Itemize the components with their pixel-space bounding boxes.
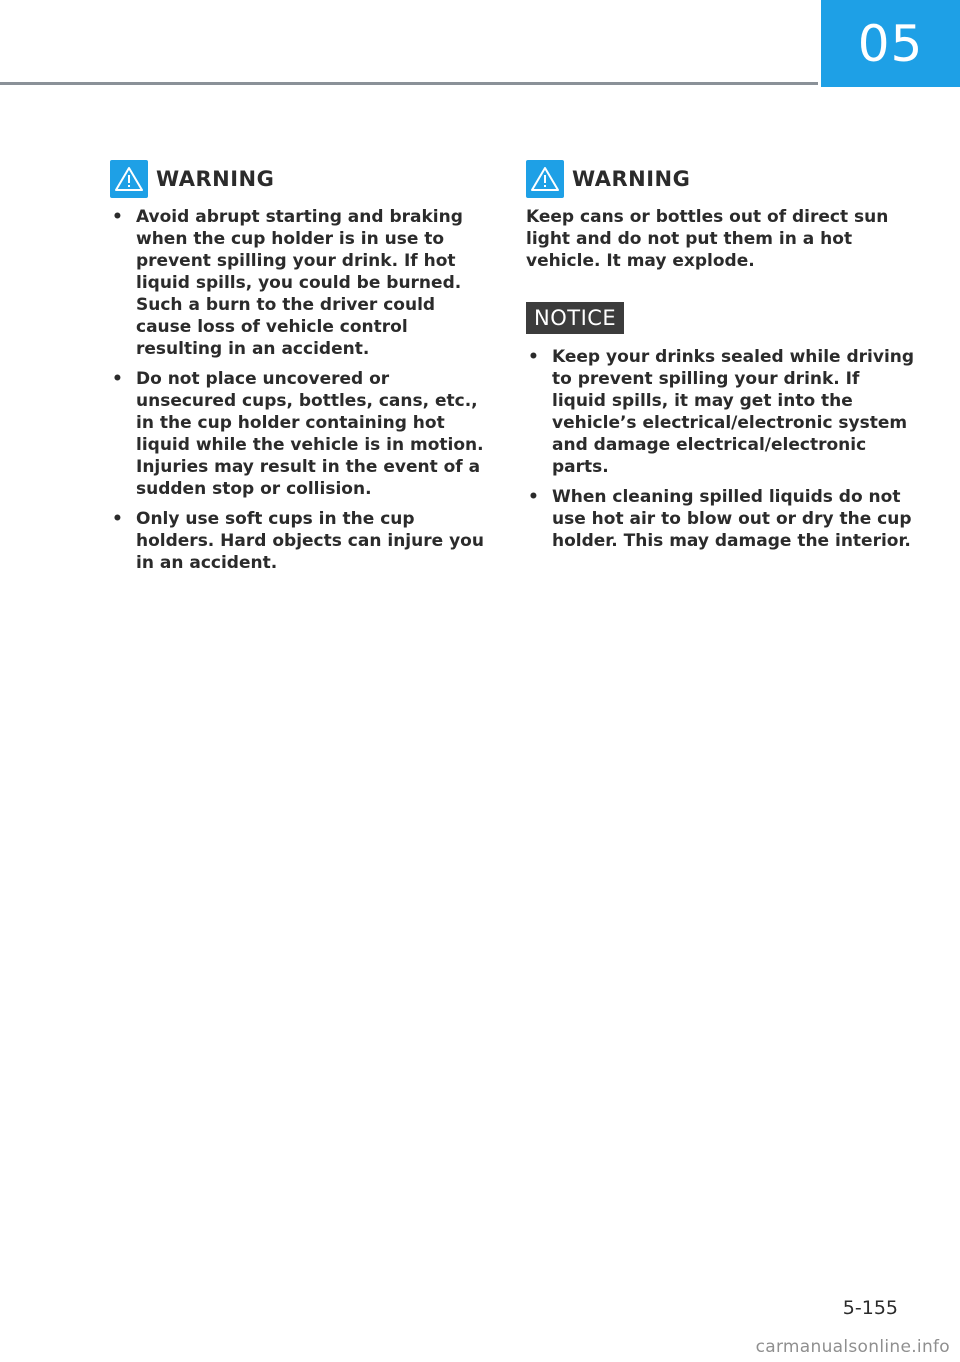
notice-list bbox=[526, 346, 916, 552]
warning-text: Keep cans or bottles out of direct sun light and do not put them in a hot vehicle. It may explode. bbox=[526, 207, 889, 271]
watermark[interactable]: carmanualsonline.info bbox=[755, 1337, 950, 1357]
page-number: 5-155 bbox=[842, 1297, 898, 1319]
warning-title: WARNING bbox=[156, 167, 275, 191]
list-item-text: When cleaning spilled liquids do not use hot air to blow out or dry the cup holder. This may damage the interior. bbox=[552, 487, 912, 551]
list-item bbox=[110, 508, 495, 574]
list-item bbox=[526, 486, 916, 552]
bullet-icon: • bbox=[528, 347, 539, 367]
warning-triangle-icon bbox=[526, 160, 564, 198]
list-item bbox=[110, 206, 495, 360]
warning-triangle-icon bbox=[110, 160, 148, 198]
bullet-icon: • bbox=[528, 487, 539, 507]
header-rule bbox=[0, 82, 818, 85]
list-item-text: Keep your drinks sealed while driving to prevent spilling your drink. If liquid spills, it may get into the vehicle’s electrical/electronic system and damage electrical/electronic parts. bbox=[552, 347, 915, 477]
bullet-icon: • bbox=[112, 369, 123, 389]
notice-badge: NOTICE bbox=[526, 302, 624, 334]
chapter-number: 05 bbox=[857, 14, 924, 73]
warning-list bbox=[110, 206, 495, 574]
bullet-icon: • bbox=[112, 509, 123, 529]
list-item-text: Only use soft cups in the cup holders. Hard objects can injure you in an accident. bbox=[136, 509, 484, 573]
list-item-text: Avoid abrupt starting and braking when the cup holder is in use to prevent spilling your drink. If hot liquid spills, you could be burned. Such a burn to the driver could cause loss of vehicle control resulting in an accident. bbox=[136, 207, 463, 359]
list-item bbox=[110, 368, 495, 500]
warning-header bbox=[526, 160, 916, 198]
list-item-text: Do not place uncovered or unsecured cups, bottles, cans, etc., in the cup holder containing hot liquid while the vehicle is in motion. Injuries may result in the event of a sudden stop or collision. bbox=[136, 369, 484, 499]
chapter-tab bbox=[821, 0, 960, 87]
warning-title: WARNING bbox=[572, 167, 691, 191]
bullet-icon: • bbox=[112, 207, 123, 227]
warning-header bbox=[110, 160, 495, 198]
right-column bbox=[526, 160, 916, 560]
list-item bbox=[526, 346, 916, 478]
left-column bbox=[110, 160, 495, 582]
